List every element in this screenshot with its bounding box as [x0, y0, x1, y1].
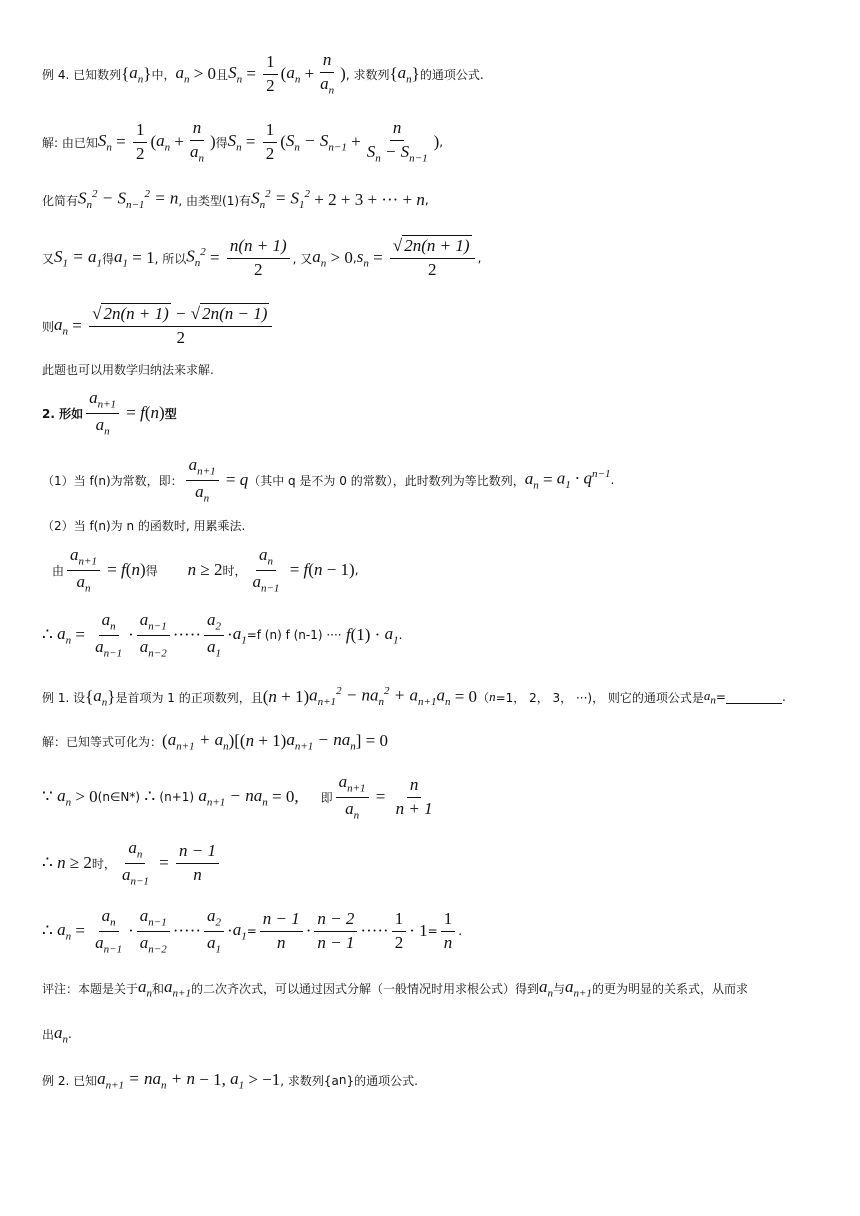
product-formula-line: ∴ $a_n$ = $\frac{a_n}{a_{n-1}}$ · $\frac{a_{n-1}}{a_{n-2}}$ ····· $\frac{a_2}{a_1}$ · $a_1$ =f (n) f (n-1) ···· f (1) · $a_1$ .	[42, 610, 403, 659]
example-label: 例 4. 已知数列	[42, 67, 122, 82]
solution-4-line-3: 又 $S_1 = a_1$ 得 $a_1$ = 1 , 所以 $S_n^2$ = $\frac{n(n + 1)}{2}$ , 又 $a_n$ > 0 , $s_n$ = $\frac{√ 2n(n + 1)}{2}$ ,	[42, 235, 482, 279]
solution-1-line-3: ∴ n ≥ 2 时， $\frac{a_n}{a_{n-1}}$ = $\frac{n - 1}{n}$	[42, 840, 830, 886]
example-2-line: 例 2. 已知 $a_{n+1} = na_n + n$ − 1, $a_1$ > −1 , 求数列{a n }的通项公式.	[42, 1068, 418, 1092]
product-derivation-line: 由 $\frac{a_{n+1}}{a_n}$ = f ( n ) 得 n ≥ 2 时， $\frac{a_n}{a_{n-1}}$ = f ( n − 1) ,	[52, 545, 359, 594]
solution-4-line-1: 解: 由已知 $S_n$ = $\frac{1}{2}$ ( $a_n$ + $\frac{n}{a_n}$ ) 得 $S_n$ = $\frac{1}{2}$ ( $S_n - S_{n-1}$ + $\frac{n}{S_n - S_{n-1}}$ ) ,	[42, 118, 444, 165]
solution-4-note: 此题也可以用数学归纳法来求解.	[42, 362, 214, 377]
solution-1-line-1: 解：已知等式可化为： ( $a_{n+1} + a_n$ )[( n + 1) $a_{n+1} - na_n$ ] = 0	[42, 729, 389, 753]
example-4-line: 例 4. 已知数列 { $a_n$ } 中， $a_n$ > 0 且 $S_n$ = $\frac{1}{2}$ ( $a_n$ + $\frac{n}{a_n}$ ) , 求数列 { $a_n$ } 的通项公式.	[42, 50, 484, 97]
solution-4-line-4: 则 $a_n$ = $\frac{√ 2n(n + 1) - √ 2n(n - 1)}{2}$	[42, 302, 830, 350]
comment-line-2: 出 $a_n$ .	[42, 1022, 72, 1046]
comment-line-1: 评注：本题是关于 $a_n$ 和 $a_{n+1}$ 的二次齐次式，可以通过因式分解（一般情况时用求根公式）得到 $a_n$ 与 $a_{n+1}$ 的更为明显的关系式，从而求	[42, 976, 748, 1000]
example-1-line: 例 1. 设 { $a_n$ } 是首项为 1 的正项数列，且 ( n + 1) $a_{n+1}^2 - na_n^2 + a_{n+1}a_n$ = 0 （ n =1， 2， 3， ···)， 则它的通项公式是 $a_n$ = .	[42, 685, 786, 709]
answer-blank	[726, 691, 782, 704]
solution-1-line-4: ∴ $a_n$ = $\frac{a_n}{a_{n-1}}$ · $\frac{a_{n-1}}{a_{n-2}}$ ····· $\frac{a_2}{a_1}$ · $a_1$ = $\frac{n - 1}{n}$ · $\frac{n - 2}{n - 1}$ ····· $\frac{1}{2}$ · 1 = $\frac{1}{n}$ .	[42, 906, 463, 955]
solution-1-line-2: ∵ $a_n$ > 0 (n∈N * ) ∴ (n+1) $a_{n+1} - na_n$ = 0, 即 $\frac{a_{n+1}}{a_n}$ = $\frac{n}{n + 1}$	[42, 772, 433, 821]
solution-4-line-2: 化简有 $S_n^2 - S_{n-1}^2 = n$ , 由类型(1)有 $S_n^2 = S_1^2$ + 2 + 3 + ··· + n ,	[42, 188, 429, 212]
case-2-line: （2）当 f(n)为 n 的函数时, 用累乘法.	[42, 518, 246, 533]
case-1-line: （1）当 f(n)为常数，即： $\frac{a_{n+1}}{a_n}$ = q （其中 q 是不为 0 的常数），此时数列为等比数列， $a_n$ = $a_1 \cdot q^{n-1}$ .	[42, 455, 615, 504]
section-2-heading: 2. 形如 $\frac{a_{n+1}}{a_n}$ = f ( n ) 型	[42, 388, 177, 437]
